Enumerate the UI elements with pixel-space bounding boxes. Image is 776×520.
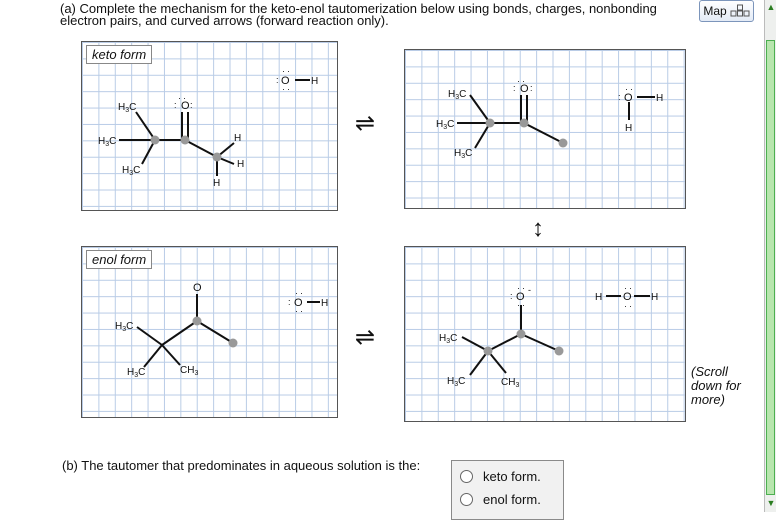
svg-text:··: ··	[624, 283, 634, 293]
atom-h-3: H	[213, 178, 221, 189]
svg-text:H3C: $H_3C$	[436, 119, 455, 131]
atom-h-2: H	[237, 159, 245, 170]
svg-text:H: H	[656, 93, 664, 104]
enol-form-label: enol form	[86, 250, 152, 269]
svg-text:H: H	[651, 292, 659, 303]
enol-molecule	[82, 247, 337, 417]
svg-text:··: ··	[178, 93, 188, 103]
atom-h3c-top: $H_3C$	[118, 102, 137, 114]
keto-form-panel[interactable]	[81, 41, 338, 211]
enol-intermediate-molecule	[405, 247, 685, 421]
map-button[interactable]	[699, 0, 754, 22]
svg-text:CH3: $CH_3$	[501, 377, 520, 389]
svg-text:O: O	[623, 291, 632, 303]
question-a-line-1: (a) Complete the mechanism for the keto-enol tautomerization below using bonds, charges, nonbonding	[60, 1, 657, 16]
scroll-note-line-1: (Scroll	[691, 364, 728, 379]
atom-o-water: O	[281, 75, 290, 87]
keto-molecule	[82, 42, 337, 210]
vertical-scrollbar[interactable]	[764, 0, 776, 512]
svg-text:H: H	[595, 292, 603, 303]
svg-text:··: ··	[517, 283, 527, 293]
svg-text:O: O	[624, 92, 633, 104]
option-enol[interactable]	[460, 492, 541, 507]
svg-text:-: -	[528, 285, 531, 295]
svg-text:H3C: $H_3C$	[127, 367, 146, 379]
svg-text::: :	[288, 297, 291, 307]
scroll-note	[691, 365, 741, 407]
option-keto-label: keto form.	[483, 469, 541, 484]
svg-text:··: ··	[517, 300, 527, 310]
svg-text:··: ··	[625, 84, 635, 94]
scroll-note-line-3: more)	[691, 392, 725, 407]
svg-text::: :	[510, 291, 513, 301]
svg-text:H3C: $H_3C$	[454, 148, 473, 160]
atom-h3c-left: $H_3C$	[98, 136, 117, 148]
svg-text:··: ··	[282, 66, 292, 76]
question-a-line-2: electron pairs, and curved arrows (forward reaction only).	[60, 13, 389, 28]
svg-text::: :	[513, 83, 516, 93]
atom-o-carbonyl: O	[181, 100, 190, 112]
answer-options	[451, 460, 564, 520]
equilibrium-arrow-bottom: ⇌	[355, 324, 376, 351]
radio-keto[interactable]	[460, 470, 473, 483]
atom-h3c-bottom: $H_3C$	[122, 165, 141, 177]
enol-intermediate-panel[interactable]	[404, 246, 686, 422]
svg-text::: :	[530, 83, 533, 93]
map-icon	[730, 4, 750, 18]
svg-text::: :	[276, 75, 279, 85]
keto-intermediate-panel[interactable]	[404, 49, 686, 209]
svg-text:··: ··	[295, 288, 305, 298]
option-enol-label: enol form.	[483, 492, 541, 507]
svg-text:··: ··	[282, 84, 292, 94]
svg-text:H3C: $H_3C$	[447, 376, 466, 388]
enol-form-panel[interactable]	[81, 246, 338, 418]
svg-text:··: ··	[517, 76, 527, 86]
equilibrium-arrow-top: ⇌	[355, 110, 376, 137]
resonance-arrow: ↕	[532, 215, 544, 242]
svg-text:O: O	[294, 297, 303, 309]
radio-enol[interactable]	[460, 493, 473, 506]
keto-form-label: keto form	[86, 45, 152, 64]
svg-text:CH3: $CH_3$	[180, 365, 199, 377]
svg-text:H3C: $H_3C$	[115, 321, 134, 333]
map-label: Map	[703, 4, 727, 18]
scroll-up-icon[interactable]: ▲	[766, 2, 776, 12]
svg-text::: :	[618, 92, 621, 102]
keto-intermediate-molecule	[405, 50, 685, 208]
atom-h-1: H	[234, 133, 242, 144]
svg-text::: :	[190, 100, 193, 110]
scrollbar-thumb[interactable]	[766, 40, 775, 495]
svg-text:H: H	[625, 123, 633, 134]
atom-h-water: H	[311, 76, 319, 87]
svg-text:H3C: $H_3C$	[448, 89, 467, 101]
svg-text:O: O	[520, 83, 529, 95]
svg-text:··: ··	[295, 306, 305, 316]
svg-text:O: O	[193, 282, 202, 294]
svg-text:H3C: $H_3C$	[439, 333, 458, 345]
question-b-prompt: (b) The tautomer that predominates in aqueous solution is the:	[62, 458, 421, 473]
scroll-note-line-2: down for	[691, 378, 741, 393]
svg-text::: :	[174, 100, 177, 110]
svg-text:··: ··	[624, 301, 634, 311]
svg-text:H: H	[321, 298, 329, 309]
svg-text:O: O	[516, 291, 525, 303]
scroll-down-icon[interactable]: ▼	[766, 498, 776, 508]
option-keto[interactable]	[460, 469, 541, 484]
